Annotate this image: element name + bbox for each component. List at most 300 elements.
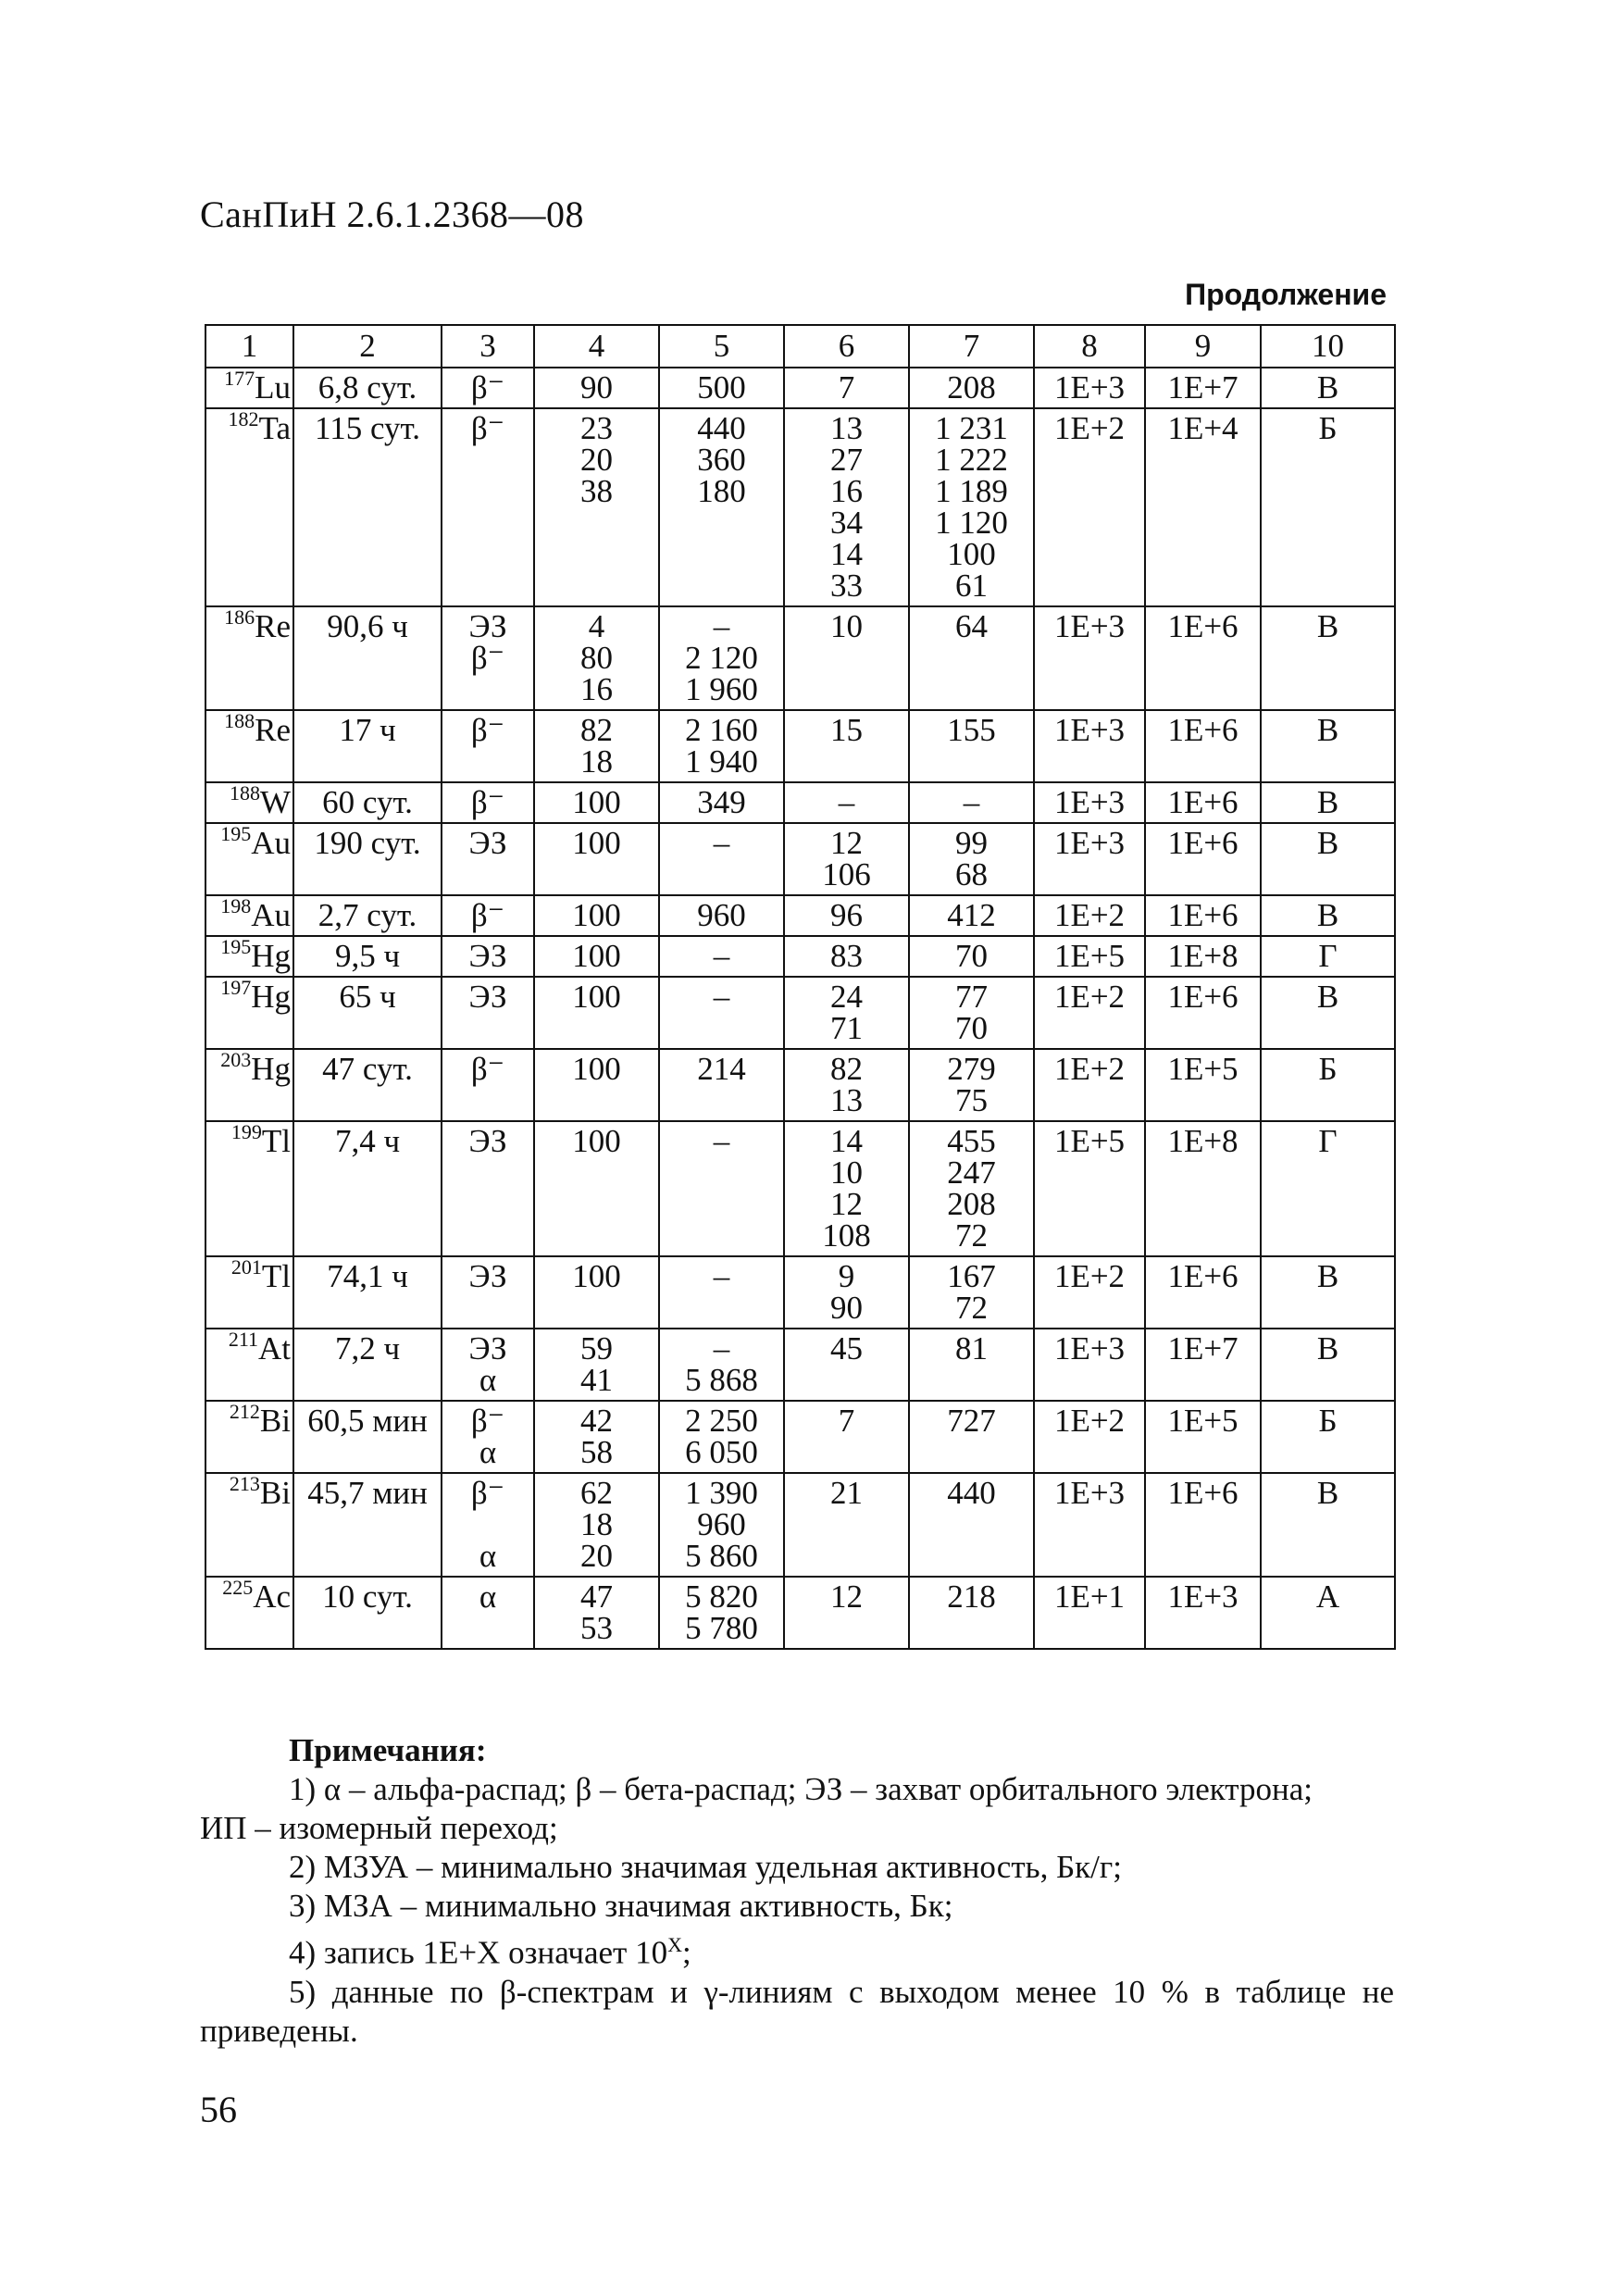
- decay-type-cell: [442, 1473, 534, 1577]
- yield-cell: [534, 606, 659, 710]
- decay-type-cell: [442, 1577, 534, 1649]
- mzua-cell: 1E+3: [1034, 782, 1145, 823]
- gamma-energy-cell-line: 77: [955, 979, 988, 1015]
- gamma-yield-cell-line: 108: [822, 1217, 871, 1254]
- nuclide-cell: [205, 823, 293, 895]
- yield-cell-line: 53: [580, 1610, 613, 1646]
- table-row: [205, 895, 1395, 936]
- half-life-cell: 6,8 сут.: [293, 368, 442, 408]
- mass-number: 195: [220, 935, 252, 958]
- gamma-yield-cell: [784, 823, 909, 895]
- decay-type-cell: [442, 1049, 534, 1121]
- yield-cell: [534, 368, 659, 408]
- note-item: 2) МЗУА – минимально значимая удельная активность, Бк/г;: [289, 1849, 1122, 1885]
- gamma-yield-cell-line: 12: [830, 1578, 863, 1615]
- decay-type-cell-line: ЭЗ: [468, 1123, 507, 1159]
- energy-cell-line: –: [713, 1123, 730, 1159]
- yield-cell: [534, 1121, 659, 1256]
- mza-cell: 1E+8: [1145, 936, 1261, 977]
- decay-type-cell-line: α: [479, 1362, 497, 1398]
- yield-cell-line: 100: [572, 897, 621, 933]
- column-number: 9: [1145, 325, 1261, 368]
- gamma-yield-cell: [784, 1577, 909, 1649]
- gamma-energy-cell: [909, 977, 1034, 1049]
- energy-cell-line: 5 860: [685, 1538, 758, 1574]
- yield-cell: [534, 823, 659, 895]
- mass-number: 195: [220, 822, 252, 845]
- mzua-cell: 1E+2: [1034, 408, 1145, 606]
- gamma-yield-cell: [784, 895, 909, 936]
- group-cell: Б: [1261, 408, 1395, 606]
- energy-cell-line: 960: [697, 897, 746, 933]
- yield-cell: [534, 1329, 659, 1401]
- nuclide-cell: [205, 936, 293, 977]
- half-life-cell: 17 ч: [293, 710, 442, 782]
- table-row: [205, 823, 1395, 895]
- element-symbol: Tl: [261, 1258, 291, 1294]
- gamma-energy-cell: [909, 1577, 1034, 1649]
- note-text: 4) запись 1E+X означает 10: [289, 1934, 668, 1971]
- gamma-yield-cell-line: 21: [830, 1475, 863, 1511]
- energy-cell-line: 500: [697, 369, 746, 406]
- decay-type-cell: [442, 710, 534, 782]
- yield-cell-line: 4: [588, 608, 605, 644]
- element-symbol: W: [259, 784, 291, 820]
- half-life-cell: 60 сут.: [293, 782, 442, 823]
- decay-type-cell-line: β⁻: [470, 1475, 505, 1511]
- energy-cell: [659, 977, 784, 1049]
- gamma-energy-cell-line: 1 120: [935, 505, 1008, 541]
- decay-type-cell-line: β⁻: [470, 369, 505, 406]
- mza-cell: 1E+4: [1145, 408, 1261, 606]
- gamma-yield-cell-line: 15: [830, 712, 863, 748]
- mza-cell: 1E+7: [1145, 1329, 1261, 1401]
- gamma-yield-cell-line: 13: [830, 410, 863, 446]
- half-life-cell: 7,4 ч: [293, 1121, 442, 1256]
- nuclide-cell: [205, 710, 293, 782]
- gamma-yield-cell-line: 10: [830, 1154, 863, 1191]
- gamma-energy-cell-line: 99: [955, 825, 988, 861]
- energy-cell-line: 360: [697, 442, 746, 478]
- mzua-cell: 1E+3: [1034, 1329, 1145, 1401]
- energy-cell-line: 2 160: [685, 712, 758, 748]
- table-row: [205, 1577, 1395, 1649]
- mass-number: 182: [228, 407, 259, 430]
- table-row: [205, 368, 1395, 408]
- gamma-energy-cell-line: 70: [955, 1010, 988, 1046]
- note-item: [200, 1926, 1394, 1973]
- yield-cell-line: 47: [580, 1578, 613, 1615]
- continuation-label: Продолжение: [1185, 278, 1387, 311]
- energy-cell: [659, 710, 784, 782]
- column-number: 7: [909, 325, 1034, 368]
- yield-cell-line: 18: [580, 743, 613, 780]
- group-cell: В: [1261, 1256, 1395, 1329]
- energy-cell-line: 6 050: [685, 1434, 758, 1470]
- gamma-energy-cell-line: 1 189: [935, 473, 1008, 509]
- gamma-yield-cell: [784, 1329, 909, 1401]
- gamma-energy-cell-line: 167: [947, 1258, 996, 1294]
- nuclide-cell: [205, 1473, 293, 1577]
- mass-number: 197: [220, 976, 252, 999]
- mza-cell: 1E+5: [1145, 1049, 1261, 1121]
- energy-cell-line: –: [713, 1258, 730, 1294]
- half-life-cell: 10 сут.: [293, 1577, 442, 1649]
- group-cell: Б: [1261, 1401, 1395, 1473]
- gamma-energy-cell: [909, 936, 1034, 977]
- element-symbol: Re: [255, 608, 291, 644]
- gamma-yield-cell-line: 106: [822, 856, 871, 892]
- table-row: [205, 1473, 1395, 1577]
- gamma-energy-cell-line: 218: [947, 1578, 996, 1615]
- gamma-energy-cell-line: 75: [955, 1082, 988, 1118]
- decay-type-cell-line: β⁻: [470, 897, 505, 933]
- yield-cell: [534, 1401, 659, 1473]
- mza-cell: 1E+6: [1145, 823, 1261, 895]
- gamma-energy-cell-line: 72: [955, 1217, 988, 1254]
- half-life-cell: 47 сут.: [293, 1049, 442, 1121]
- gamma-yield-cell-line: 83: [830, 938, 863, 974]
- gamma-energy-cell-line: 1 231: [935, 410, 1008, 446]
- decay-type-cell-line: β⁻: [470, 1403, 505, 1439]
- nuclide-cell: [205, 1577, 293, 1649]
- mza-cell: 1E+5: [1145, 1401, 1261, 1473]
- gamma-yield-cell: [784, 977, 909, 1049]
- group-cell: В: [1261, 606, 1395, 710]
- column-number: 1: [205, 325, 293, 368]
- decay-type-cell: [442, 1401, 534, 1473]
- half-life-cell: 45,7 мин: [293, 1473, 442, 1577]
- decay-type-cell-line: α: [479, 1434, 497, 1470]
- decay-type-cell-line: ЭЗ: [468, 1258, 507, 1294]
- mass-number: 213: [229, 1472, 260, 1495]
- energy-cell: [659, 368, 784, 408]
- decay-type-cell-line: α: [479, 1538, 497, 1574]
- energy-cell-line: 214: [697, 1051, 746, 1087]
- energy-cell: [659, 1329, 784, 1401]
- mass-number: 225: [222, 1576, 254, 1599]
- yield-cell-line: 80: [580, 640, 613, 676]
- nuclide-cell: [205, 1329, 293, 1401]
- gamma-yield-cell-line: 12: [830, 1186, 863, 1222]
- gamma-yield-cell-line: 24: [830, 979, 863, 1015]
- group-cell: Г: [1261, 936, 1395, 977]
- column-number: 8: [1034, 325, 1145, 368]
- group-cell: В: [1261, 782, 1395, 823]
- gamma-energy-cell: [909, 1256, 1034, 1329]
- mzua-cell: 1E+5: [1034, 1121, 1145, 1256]
- decay-type-cell-line: β⁻: [470, 640, 505, 676]
- mzua-cell: 1E+3: [1034, 823, 1145, 895]
- note-item: 1) α – альфа-распад; β – бета-распад; ЭЗ – захват орбитального электрона;: [289, 1771, 1313, 1807]
- energy-cell: [659, 782, 784, 823]
- gamma-energy-cell-line: 247: [947, 1154, 996, 1191]
- decay-type-cell: [442, 782, 534, 823]
- half-life-cell: 7,2 ч: [293, 1329, 442, 1401]
- energy-cell: [659, 823, 784, 895]
- element-symbol: Re: [255, 712, 291, 748]
- mass-number: 177: [224, 367, 255, 390]
- yield-cell: [534, 1473, 659, 1577]
- gamma-yield-cell-line: 7: [838, 1403, 855, 1439]
- mza-cell: 1E+6: [1145, 1473, 1261, 1577]
- mass-number: 203: [220, 1048, 252, 1071]
- mzua-cell: 1E+1: [1034, 1577, 1145, 1649]
- decay-type-cell: [442, 408, 534, 606]
- mzua-cell: 1E+2: [1034, 977, 1145, 1049]
- gamma-yield-cell-line: 96: [830, 897, 863, 933]
- gamma-yield-cell: [784, 1473, 909, 1577]
- gamma-yield-cell-line: 90: [830, 1290, 863, 1326]
- table-row: [205, 1401, 1395, 1473]
- table-row: [205, 1329, 1395, 1401]
- mzua-cell: 1E+2: [1034, 1256, 1145, 1329]
- table-row: [205, 408, 1395, 606]
- decay-type-cell-line: ЭЗ: [468, 608, 507, 644]
- gamma-energy-cell-line: –: [963, 784, 980, 820]
- element-symbol: At: [258, 1330, 291, 1366]
- nuclide-cell: [205, 1256, 293, 1329]
- energy-cell: [659, 895, 784, 936]
- yield-cell-line: 59: [580, 1330, 613, 1366]
- gamma-yield-cell: [784, 1401, 909, 1473]
- nuclide-cell: [205, 977, 293, 1049]
- half-life-cell: 190 сут.: [293, 823, 442, 895]
- gamma-energy-cell-line: 440: [947, 1475, 996, 1511]
- decay-type-cell: [442, 1329, 534, 1401]
- nuclide-cell: [205, 782, 293, 823]
- energy-cell-line: –: [713, 1330, 730, 1366]
- half-life-cell: 2,7 сут.: [293, 895, 442, 936]
- nuclide-cell: [205, 895, 293, 936]
- gamma-yield-cell: [784, 1256, 909, 1329]
- decay-type-cell-line: α: [479, 1578, 497, 1615]
- half-life-cell: 115 сут.: [293, 408, 442, 606]
- gamma-yield-cell-line: 13: [830, 1082, 863, 1118]
- element-symbol: Ac: [253, 1578, 291, 1615]
- gamma-energy-cell-line: 155: [947, 712, 996, 748]
- gamma-energy-cell: [909, 408, 1034, 606]
- gamma-yield-cell: [784, 710, 909, 782]
- decay-type-cell-line: β⁻: [470, 410, 505, 446]
- energy-cell: [659, 1256, 784, 1329]
- group-cell: Б: [1261, 1049, 1395, 1121]
- yield-cell: [534, 1049, 659, 1121]
- yield-cell-line: 100: [572, 979, 621, 1015]
- gamma-energy-cell-line: 455: [947, 1123, 996, 1159]
- gamma-yield-cell-line: 71: [830, 1010, 863, 1046]
- energy-cell: [659, 1049, 784, 1121]
- group-cell: В: [1261, 977, 1395, 1049]
- element-symbol: Hg: [251, 1051, 291, 1087]
- element-symbol: Hg: [251, 938, 291, 974]
- energy-cell-line: 1 390: [685, 1475, 758, 1511]
- table-row: [205, 977, 1395, 1049]
- group-cell: А: [1261, 1577, 1395, 1649]
- column-number: 4: [534, 325, 659, 368]
- gamma-yield-cell-line: 14: [830, 1123, 863, 1159]
- half-life-cell: 9,5 ч: [293, 936, 442, 977]
- gamma-yield-cell: [784, 1049, 909, 1121]
- gamma-energy-cell-line: 412: [947, 897, 996, 933]
- gamma-yield-cell-line: 16: [830, 473, 863, 509]
- note-item: 5) данные по β-спектрам и γ-линиям с выходом менее 10 % в таблице не приведены.: [200, 1973, 1394, 2049]
- nuclide-cell: [205, 1049, 293, 1121]
- yield-cell-line: 38: [580, 473, 613, 509]
- document-header: СанПиН 2.6.1.2368—08: [200, 193, 585, 235]
- gamma-energy-cell-line: 208: [947, 369, 996, 406]
- element-symbol: Tl: [261, 1123, 291, 1159]
- gamma-energy-cell-line: 1 222: [935, 442, 1008, 478]
- element-symbol: Bi: [259, 1475, 291, 1511]
- mzua-cell: 1E+3: [1034, 368, 1145, 408]
- yield-cell-line: 100: [572, 1051, 621, 1087]
- gamma-yield-cell: [784, 782, 909, 823]
- gamma-yield-cell-line: 10: [830, 608, 863, 644]
- mza-cell: 1E+6: [1145, 895, 1261, 936]
- energy-cell-line: –: [713, 825, 730, 861]
- table-row: [205, 1256, 1395, 1329]
- page-number: 56: [200, 2089, 237, 2130]
- gamma-yield-cell: [784, 368, 909, 408]
- gamma-energy-cell: [909, 1473, 1034, 1577]
- yield-cell-line: 42: [580, 1403, 613, 1439]
- mzua-cell: 1E+5: [1034, 936, 1145, 977]
- gamma-energy-cell-line: 72: [955, 1290, 988, 1326]
- table-row: [205, 606, 1395, 710]
- gamma-yield-cell-line: 33: [830, 568, 863, 604]
- group-cell: В: [1261, 1329, 1395, 1401]
- element-symbol: Lu: [255, 369, 291, 406]
- mzua-cell: 1E+3: [1034, 1473, 1145, 1577]
- yield-cell: [534, 977, 659, 1049]
- gamma-energy-cell-line: 208: [947, 1186, 996, 1222]
- mass-number: 198: [220, 894, 252, 917]
- energy-cell-line: 5 820: [685, 1578, 758, 1615]
- half-life-cell: 74,1 ч: [293, 1256, 442, 1329]
- mass-number: 211: [228, 1328, 258, 1351]
- mass-number: 188: [229, 781, 260, 805]
- mass-number: 212: [229, 1400, 260, 1423]
- note-text: ;: [681, 1934, 691, 1971]
- mza-cell: 1E+6: [1145, 977, 1261, 1049]
- yield-cell-line: 100: [572, 938, 621, 974]
- mza-cell: 1E+6: [1145, 710, 1261, 782]
- decay-type-cell-line: β⁻: [470, 712, 505, 748]
- energy-cell-line: 960: [697, 1506, 746, 1542]
- yield-cell: [534, 895, 659, 936]
- gamma-energy-cell: [909, 895, 1034, 936]
- mass-number: 186: [224, 605, 255, 629]
- gamma-energy-cell-line: 279: [947, 1051, 996, 1087]
- yield-cell-line: 41: [580, 1362, 613, 1398]
- gamma-energy-cell: [909, 606, 1034, 710]
- gamma-energy-cell-line: 727: [947, 1403, 996, 1439]
- yield-cell: [534, 1256, 659, 1329]
- gamma-energy-cell: [909, 1329, 1034, 1401]
- mzua-cell: 1E+3: [1034, 710, 1145, 782]
- decay-type-cell-line: ЭЗ: [468, 1330, 507, 1366]
- mza-cell: 1E+8: [1145, 1121, 1261, 1256]
- column-number: 5: [659, 325, 784, 368]
- table-row: [205, 1049, 1395, 1121]
- yield-cell-line: 82: [580, 712, 613, 748]
- group-cell: В: [1261, 895, 1395, 936]
- energy-cell-line: 1 960: [685, 671, 758, 707]
- yield-cell-line: 100: [572, 784, 621, 820]
- mza-cell: 1E+6: [1145, 606, 1261, 710]
- energy-cell: [659, 1473, 784, 1577]
- nuclide-cell: [205, 1121, 293, 1256]
- decay-type-cell-line: ЭЗ: [468, 938, 507, 974]
- element-symbol: Au: [251, 897, 291, 933]
- gamma-yield-cell-line: 27: [830, 442, 863, 478]
- yield-cell-line: 100: [572, 825, 621, 861]
- decay-type-cell: [442, 368, 534, 408]
- energy-cell-line: 5 780: [685, 1610, 758, 1646]
- yield-cell: [534, 1577, 659, 1649]
- yield-cell-line: 20: [580, 1538, 613, 1574]
- half-life-cell: 90,6 ч: [293, 606, 442, 710]
- decay-type-cell: [442, 977, 534, 1049]
- yield-cell-line: 62: [580, 1475, 613, 1511]
- decay-type-cell: [442, 606, 534, 710]
- column-number: 3: [442, 325, 534, 368]
- table-row: [205, 936, 1395, 977]
- yield-cell: [534, 710, 659, 782]
- yield-cell-line: 58: [580, 1434, 613, 1470]
- mass-number: 201: [230, 1255, 262, 1279]
- energy-cell: [659, 1401, 784, 1473]
- decay-type-cell: [442, 895, 534, 936]
- gamma-energy-cell-line: 100: [947, 536, 996, 572]
- group-cell: В: [1261, 710, 1395, 782]
- group-cell: Г: [1261, 1121, 1395, 1256]
- gamma-yield-cell: [784, 1121, 909, 1256]
- mass-number: 188: [224, 709, 255, 732]
- note-superscript: X: [667, 1933, 682, 1956]
- mza-cell: 1E+3: [1145, 1577, 1261, 1649]
- gamma-energy-cell: [909, 710, 1034, 782]
- table-row: [205, 782, 1395, 823]
- energy-cell: [659, 606, 784, 710]
- yield-cell-line: 23: [580, 410, 613, 446]
- energy-cell: [659, 1577, 784, 1649]
- energy-cell-line: 5 868: [685, 1362, 758, 1398]
- radionuclide-table: [205, 324, 1396, 1650]
- energy-cell-line: –: [713, 979, 730, 1015]
- mass-number: 199: [230, 1120, 262, 1143]
- gamma-yield-cell-line: 12: [830, 825, 863, 861]
- energy-cell-line: –: [713, 608, 730, 644]
- table-header-row: [205, 325, 1395, 368]
- yield-cell: [534, 936, 659, 977]
- gamma-yield-cell: [784, 408, 909, 606]
- table-row: [205, 1121, 1395, 1256]
- note-item: ИП – изомерный переход;: [200, 1810, 558, 1846]
- decay-type-cell-line: β⁻: [470, 784, 505, 820]
- table-row: [205, 710, 1395, 782]
- nuclide-cell: [205, 606, 293, 710]
- gamma-yield-cell: [784, 936, 909, 977]
- yield-cell-line: 20: [580, 442, 613, 478]
- column-number: 10: [1261, 325, 1395, 368]
- element-symbol: Ta: [258, 410, 291, 446]
- gamma-yield-cell-line: –: [838, 784, 855, 820]
- mza-cell: 1E+6: [1145, 1256, 1261, 1329]
- table-body: [205, 325, 1395, 1649]
- half-life-cell: 65 ч: [293, 977, 442, 1049]
